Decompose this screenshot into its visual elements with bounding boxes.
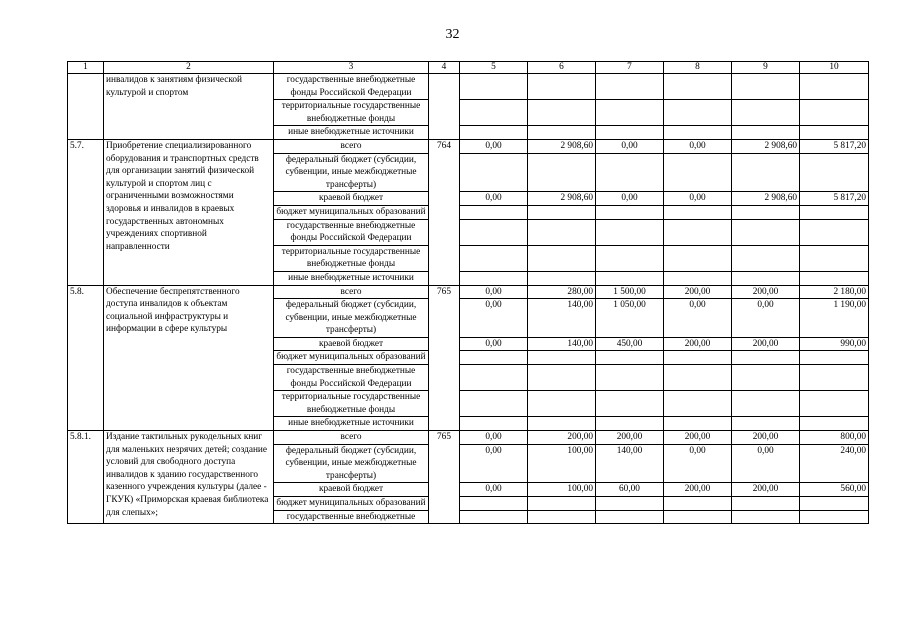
page-number: 32 [445,27,460,42]
value-cell: 140,00 [596,444,664,483]
value-cell: 200,00 [664,431,732,445]
source-cell: краевой бюджет [274,192,429,206]
header-cell: 10 [800,62,869,74]
value-cell: 100,00 [528,444,596,483]
value-cell: 200,00 [732,285,800,299]
source-cell: территориальные государственные внебюджетные фонды [274,245,429,271]
table-row [68,74,869,100]
row-number: 5.8. [68,285,104,431]
value-cell: 0,00 [732,299,800,338]
value-cell: 0,00 [460,139,528,153]
value-cell: 450,00 [596,337,664,351]
measure-name: Приобретение специализированного оборудования и транспортных средств для организации занятий физической культурой и спортом лиц с ограниченными возможностями здоровья и инвалидов в краевых государственных автономных учреждениях спортивной направленности [104,139,274,285]
value-cell: 0,00 [664,444,732,483]
table-row [68,139,869,153]
header-cell: 9 [732,62,800,74]
value-cell: 200,00 [596,431,664,445]
value-cell: 0,00 [460,444,528,483]
header-cell: 3 [274,62,429,74]
value-cell: 60,00 [596,483,664,497]
source-cell: бюджет муниципальных образований [274,205,429,219]
table-row [68,285,869,299]
header-cell: 5 [460,62,528,74]
source-cell: краевой бюджет [274,483,429,497]
code-cell: 765 [429,285,460,431]
code-cell [429,74,460,140]
value-cell: 200,00 [664,285,732,299]
source-cell: иные внебюджетные источники [274,271,429,285]
header-cell: 2 [104,62,274,74]
value-cell: 0,00 [596,139,664,153]
value-cell: 2 908,60 [528,139,596,153]
header-cell: 8 [664,62,732,74]
value-cell: 0,00 [664,139,732,153]
value-cell: 0,00 [460,431,528,445]
source-cell: федеральный бюджет (субсидии, субвенции, иные межбюджетные трансферты) [274,444,429,483]
source-cell: территориальные государственные внебюджетные фонды [274,100,429,126]
value-cell: 0,00 [460,299,528,338]
value-cell: 0,00 [664,192,732,206]
source-cell: иные внебюджетные источники [274,126,429,140]
value-cell: 0,00 [460,192,528,206]
source-cell: краевой бюджет [274,337,429,351]
value-cell: 140,00 [528,337,596,351]
header-cell: 7 [596,62,664,74]
source-cell: бюджет муниципальных образований [274,497,429,511]
row-number: 5.7. [68,139,104,285]
table-row [68,431,869,445]
code-cell: 764 [429,139,460,285]
header-cell: 6 [528,62,596,74]
value-cell: 280,00 [528,285,596,299]
value-cell: 0,00 [596,192,664,206]
measure-name: инвалидов к занятиям физической культурой и спортом [104,74,274,140]
value-cell: 0,00 [460,285,528,299]
source-cell: федеральный бюджет (субсидии, субвенции, иные межбюджетные трансферты) [274,153,429,192]
value-cell: 990,00 [800,337,869,351]
value-cell: 0,00 [460,483,528,497]
value-cell: 200,00 [664,483,732,497]
value-cell: 2 908,60 [732,139,800,153]
source-cell: государственные внебюджетные фонды Российской Федерации [274,74,429,100]
header-cell: 1 [68,62,104,74]
source-cell: территориальные государственные внебюджетные фонды [274,391,429,417]
value-cell: 200,00 [732,483,800,497]
budget-table [67,61,869,524]
source-cell: государственные внебюджетные фонды Российской Федерации [274,219,429,245]
value-cell: 200,00 [732,431,800,445]
row-number: 5.8.1. [68,431,104,524]
header-cell: 4 [429,62,460,74]
table-header-row [68,62,869,74]
value-cell: 5 817,20 [800,139,869,153]
value-cell: 2 908,60 [528,192,596,206]
measure-name: Обеспечение беспрепятственного доступа инвалидов к объектам социальной инфраструктуры и информации в сфере культуры [104,285,274,431]
value-cell: 200,00 [732,337,800,351]
source-cell: государственные внебюджетные [274,510,429,524]
code-cell: 765 [429,431,460,524]
value-cell: 1 500,00 [596,285,664,299]
value-cell: 200,00 [528,431,596,445]
value-cell: 140,00 [528,299,596,338]
value-cell: 240,00 [800,444,869,483]
source-cell: всего [274,285,429,299]
source-cell: бюджет муниципальных образований [274,351,429,365]
value-cell: 1 050,00 [596,299,664,338]
value-cell: 0,00 [460,337,528,351]
value-cell: 200,00 [664,337,732,351]
source-cell: федеральный бюджет (субсидии, субвенции, иные межбюджетные трансферты) [274,299,429,338]
source-cell: всего [274,139,429,153]
source-cell: государственные внебюджетные фонды Российской Федерации [274,365,429,391]
value-cell: 100,00 [528,483,596,497]
row-number [68,74,104,140]
value-cell: 2 908,60 [732,192,800,206]
source-cell: всего [274,431,429,445]
value-cell: 5 817,20 [800,192,869,206]
value-cell: 560,00 [800,483,869,497]
value-cell: 800,00 [800,431,869,445]
value-cell: 1 190,00 [800,299,869,338]
value-cell: 2 180,00 [800,285,869,299]
value-cell: 0,00 [732,444,800,483]
value-cell: 0,00 [664,299,732,338]
source-cell: иные внебюджетные источники [274,417,429,431]
measure-name: Издание тактильных рукодельных книг для маленьких незрячих детей; создание условий для свободного доступа инвалидов к зданию государственного казенного учреждения культуры (далее - ГКУК) «Приморская краевая библиотека для слепых»; [104,431,274,524]
